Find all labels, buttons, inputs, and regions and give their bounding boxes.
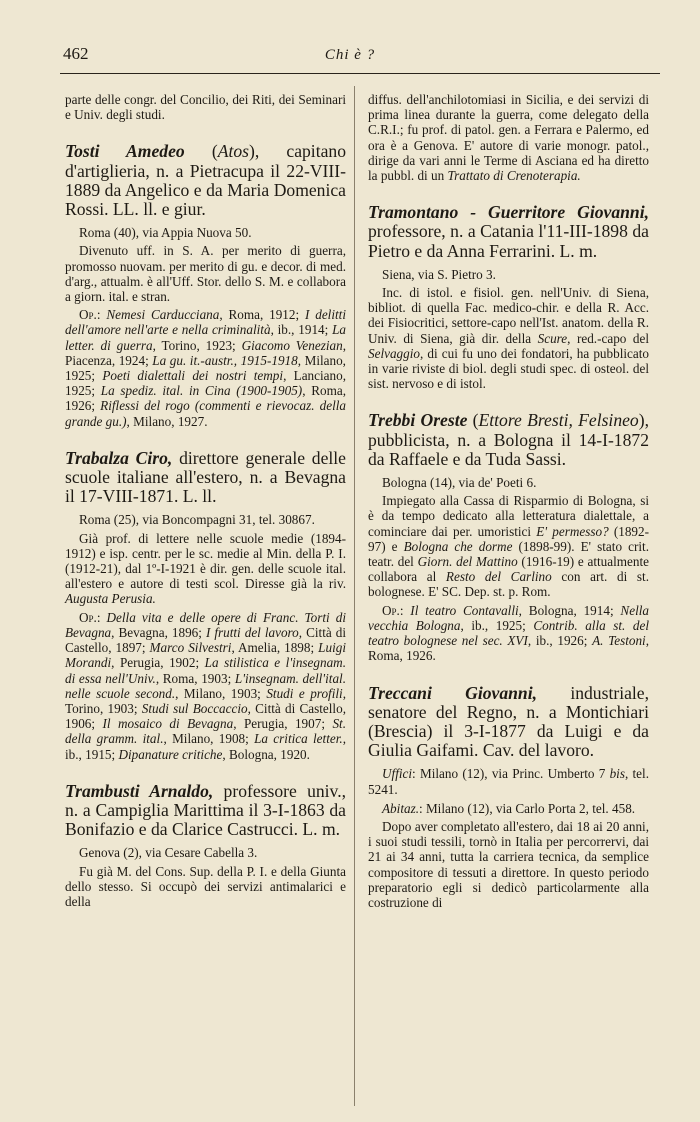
entry-alias: Atos [217, 141, 249, 162]
bio-title: Bologna che dorme [403, 538, 513, 554]
work-details: , Torino, 1903; [65, 685, 346, 716]
entry-name: Trabalza Ciro, [65, 447, 173, 468]
entry-address: Genova (2), via Cesare Cabella 3. [79, 845, 258, 861]
entry-heading [368, 684, 649, 761]
entry-works [368, 603, 649, 664]
address-text: bis [609, 766, 625, 782]
work-details: , Milano, 1903; [175, 685, 267, 701]
bio-text: (1898-99). E' stato crit. teatr. del [368, 538, 649, 570]
work-details: , Milano, 1925; [65, 352, 346, 384]
works-list [65, 307, 346, 428]
work-title: Nella vecchia Bologna [368, 602, 649, 633]
work-details: , ib., 1915; [65, 731, 346, 762]
work-title: St. della gramm. ital. [65, 716, 346, 747]
entry-heading [65, 449, 346, 507]
entry-address: Roma (25), via Boncompagni 31, tel. 30867. [79, 512, 315, 528]
bio-text: con art. di st. bolognese. E' SC. Dep. st. p. Rom. [368, 569, 649, 600]
entry-heading [368, 203, 649, 261]
bio-title: Selvaggio [368, 345, 421, 361]
right-column [368, 92, 649, 910]
entry-works [65, 610, 346, 762]
entry-biography: Fu già M. del Cons. Sup. della P. I. e della Giunta dello stesso. Si occupò dei servizi antimalarici e della [65, 863, 346, 909]
work-title: Giacomo Venezian [241, 337, 343, 353]
work-title: Nemesi Carducciana [100, 307, 220, 323]
entry-alias: Ettore Bresti, Felsineo [478, 410, 639, 431]
work-title: Riflessi del rogo (commenti e rievocaz. della grande gu.) [65, 398, 347, 429]
works-label: Op.: [79, 609, 101, 625]
works-list [65, 610, 346, 762]
entry-tosti [65, 142, 346, 428]
work-details: , Milano, 1927. [126, 413, 208, 429]
work-details: , Torino, 1923; [152, 337, 242, 353]
work-details: , Roma, 1903; [155, 670, 235, 686]
entry-trabalza [65, 449, 346, 762]
entry-heading [65, 142, 346, 219]
entry-biography [65, 531, 346, 607]
running-title: Chi è ? [324, 47, 376, 63]
work-title: L'insegnam. dell'ital. nelle scuole second. [65, 670, 347, 701]
work-details: , Roma, 1912; [219, 307, 305, 323]
entry-name: Tramontano - Guerritore Giovanni, [368, 202, 649, 223]
work-details: , Città di Castello, 1897; [65, 624, 346, 656]
work-title: La gu. it.-austr., 1915-1918 [152, 352, 298, 368]
entry-address: Siena, via S. Pietro 3. [382, 266, 496, 282]
entry-treccani [368, 684, 649, 911]
work-details: , Amelia, 1898; [231, 640, 319, 656]
work-details: , Città di Castello, 1906; [65, 700, 346, 732]
entry-name: Trebbi Oreste [368, 410, 468, 431]
entry-biography [368, 285, 649, 391]
heading-text: professore univ., n. a Campiglia Marittima il 3-I-1863 da Bonifazio e da Clarice Castrucci. L. m. [65, 780, 346, 840]
work-title: Della vita e delle opere di Franc. Torti di Bevagna [65, 609, 346, 640]
bio-text: Inc. di istol. e fisiol. gen. nell'Univ. di Siena, bibliot. di quella Fac. medico-chir. e della R. Acc. dei Fisiocritici, settore-capo nell'Ist. anatom. della R. Univ. di Siena, già dir. della [368, 285, 649, 346]
work-details: , Bevagna, 1896; [111, 624, 206, 640]
work-details: , Perugia, 1902; [111, 655, 205, 671]
address-text: : Milano (12), via Carlo Porta 2, tel. 458. [419, 800, 636, 816]
works-label: Op.: [382, 602, 404, 618]
bio-title: E' permesso? [536, 523, 609, 539]
heading-text: ( [467, 410, 479, 431]
page-number: 462 [63, 44, 89, 63]
work-title: Studi sul Boccaccio [141, 700, 248, 716]
work-details: , Bologna, 1920. [222, 746, 310, 762]
work-title: La critica letter. [254, 731, 343, 747]
entry-heading [65, 782, 346, 840]
work-title: La spediz. ital. in Cina (1900-1905) [100, 383, 303, 399]
work-details: , ib., 1914; [270, 322, 333, 338]
bio-title: Scure [537, 330, 568, 346]
entry-name: Treccani Giovanni, [368, 682, 538, 703]
entry-heading [368, 411, 649, 469]
work-title: La letter. di guerra [65, 322, 346, 353]
entry-address: Roma (40), via Appia Nuova 50. [79, 225, 252, 241]
column-divider [354, 86, 355, 1106]
bio-text: (1916-19) e attualmente collabora al [368, 554, 649, 585]
bio-text: , red.-capo del [567, 330, 649, 346]
work-title: Poeti dialettali dei nostri tempi [102, 368, 284, 384]
bio-text: , di cui fu uno dei fondatori, ha pubblicato in varie riviste di biol. degli studi spec. di osteol. del sist. nervoso e di istol. [368, 345, 649, 392]
heading-text: professore, n. a Catania l'11-III-1898 da Pietro e da Anna Ferrarini. L. m. [368, 221, 649, 261]
work-details: , Roma, 1926; [65, 383, 346, 414]
work-details: , Lanciano, 1925; [65, 368, 347, 399]
page-header [0, 0, 700, 90]
work-title: Il teatro Contavalli [403, 602, 519, 618]
entry-trambusti [65, 782, 346, 909]
work-title: Luigi Morandi [65, 640, 346, 671]
entry-name: Tosti Amedeo [65, 141, 185, 162]
left-column [65, 92, 346, 909]
work-title: I delitti dell'amore nell'arte e nella criminalità [65, 307, 346, 338]
entry-trebbi [368, 411, 649, 663]
bio-title: Augusta Perusia. [65, 591, 156, 607]
work-title: La stilistica e l'insegnam. di essa nell'Univ. [65, 655, 347, 686]
entry-biography [368, 493, 649, 599]
bio-text: (1892-97) e [368, 523, 649, 554]
work-title: I frutti del lavoro [205, 624, 299, 640]
work-details: , Perugia, 1907; [233, 716, 333, 732]
entry-biography: Divenuto uff. in S. A. per merito di guerra, promosso nuovam. per merito di gu. e decor. di med. d'arg., attualm. è all'Uff. Stor. dello S. M. e collabora a giorn. ital. e stran. [65, 243, 346, 305]
entry-works [65, 307, 346, 429]
entry-tramontano [368, 203, 649, 391]
heading-text: ( [184, 141, 218, 162]
works-label: Op.: [79, 307, 101, 323]
work-title: Marco Silvestri [149, 640, 232, 656]
work-details: , ib., 1926; [527, 633, 593, 649]
heading-text: ), pubblicista, n. a Bologna il 14-I-1872 da Raffaele e da Tuda Sassi. [368, 410, 649, 469]
bio-text: Impiegato alla Cassa di Risparmio di Bologna, si è da tempo dedicato alla letteratura dialettale, a cominciare dai per. umoristici [368, 493, 649, 539]
entry-biography: Dopo aver completato all'estero, dai 18 ai 20 anni, i suoi studi tessili, tornò in Italia per percorrervi, dai 21 ai 34 anni, tutta la carriera tecnica, da semplice compositore di tessuti a direttore. In questo periodo preparatorio egli si dedicò particolarmente alla costruzione di [368, 818, 649, 910]
address-text: : Milano (12), via Princ. Umberto 7 [412, 766, 610, 782]
work-title: Il mosaico di Bevagna [102, 716, 234, 732]
entry-name: Trambusti Arnaldo, [65, 780, 214, 801]
continuation-title: Trattato di Crenoterapia. [447, 168, 581, 184]
work-details: , Milano, 1908; [163, 731, 255, 747]
work-details: , Bologna, 1914; [518, 602, 621, 618]
work-title: A. Testoni [592, 633, 646, 649]
address-label: Uffici [382, 766, 413, 782]
work-details: , Roma, 1926. [368, 633, 650, 664]
entry-office-address [368, 766, 649, 796]
address-label: Abitaz. [382, 800, 419, 816]
bio-text: Già prof. di lettere nelle scuole medie (1894-1912) e isp. centr. per le sc. medie al Min. della P. I. (1912-21), dal 1º-I-1921 è dir. gen. delle scuole ital. all'estero e autore di testi scol. Diresse già la riv. [65, 530, 346, 592]
heading-text: direttore generale delle scuole italiane all'estero, n. a Bevagna il 17-VIII-1871. L. ll. [65, 447, 346, 507]
continuation-body: diffus. dell'anchilotomiasi in Sicilia, e dei servizi di prima linea durante la guerra, come delegato della C.R.I.; fu prof. di patol. gen. a Ferrara e Palermo, ed ora è a Genova. E' autore di varie monogr. patol., dirige da vari anni le Terme di Asciana ed ha diretto la pubbl. di un [368, 92, 649, 184]
heading-text: ), capitano d'artiglieria, n. a Pietracupa il 22-VIII-1889 da Angelico e da Maria Domenica Rossi. LL. ll. e giur. [65, 141, 346, 220]
work-title: Contrib. alla st. del teatro bolognese nel sec. XVI [368, 617, 650, 649]
works-list [368, 603, 649, 664]
work-title: Studi e profili [266, 685, 343, 701]
continuation-text [368, 92, 649, 183]
continuation-text: parte delle congr. del Concilio, dei Riti, dei Seminari e Univ. degli studi. [65, 92, 346, 123]
address-text: , tel. 5241. [368, 766, 649, 797]
bio-title: Resto del Carlino [445, 569, 552, 585]
header-rule [60, 73, 660, 74]
work-details: , ib., 1925; [460, 617, 534, 633]
entry-home-address [368, 801, 649, 816]
work-details: , Piacenza, 1924; [65, 337, 346, 368]
work-title: Dipanature critiche [118, 746, 223, 762]
heading-text: industriale, senatore del Regno, n. a Montichiari (Brescia) il 3-I-1877 da Luigi e da Giulia Gaifami. Cav. del lavoro. [368, 682, 649, 761]
bio-title: Giorn. del Mattino [417, 554, 518, 570]
entry-address: Bologna (14), via de' Poeti 6. [382, 475, 537, 491]
